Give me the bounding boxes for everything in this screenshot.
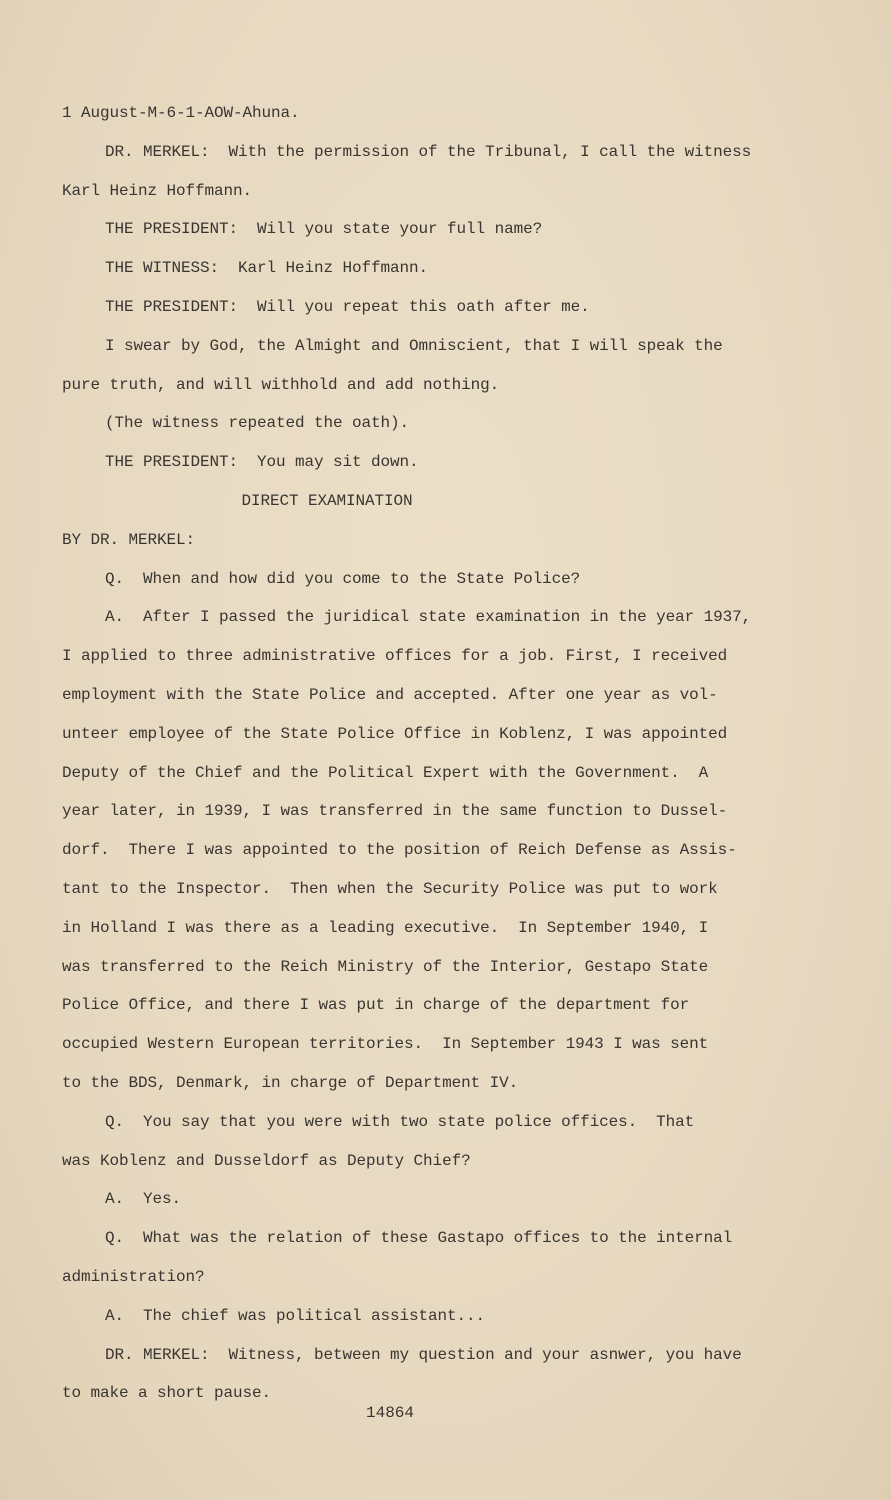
transcript-line: A. Yes. (105, 1190, 182, 1209)
transcript-line: year later, in 1939, I was transferred in the same function to Dussel- (62, 802, 728, 821)
transcript-line: DR. MERKEL: With the permission of the Tribunal, I call the witness (105, 142, 752, 161)
transcript-line: administration? (62, 1267, 205, 1286)
transcript-line: tant to the Inspector. Then when the Security Police was put to work (62, 879, 718, 898)
transcript-line: unteer employee of the State Police Office in Koblenz, I was appointed (62, 724, 728, 743)
transcript-line: I applied to three administrative offices for a job. First, I received (62, 647, 728, 666)
transcript-line: dorf. There I was appointed to the position of Reich Defense as Assis- (62, 841, 737, 860)
transcript-line: occupied Western European territories. In September 1943 I was sent (62, 1035, 709, 1054)
transcript-line: THE PRESIDENT: Will you repeat this oath after me. (105, 297, 590, 316)
transcript-line: I swear by God, the Almight and Omniscient, that I will speak the (105, 336, 723, 355)
transcript-line: in Holland I was there as a leading executive. In September 1940, I (62, 918, 709, 937)
transcript-line: employment with the State Police and accepted. After one year as vol- (62, 685, 718, 704)
transcript-line: THE PRESIDENT: You may sit down. (105, 453, 419, 472)
transcript-line: Q. You say that you were with two state police offices. That (105, 1112, 695, 1131)
page-number: 14864 (366, 1404, 415, 1422)
transcript-line: Q. What was the relation of these Gastapo offices to the internal (105, 1229, 733, 1248)
transcript-line: Police Office, and there I was put in charge of the department for (62, 996, 690, 1015)
transcript-body (62, 101, 862, 1420)
transcript-line: BY DR. MERKEL: (62, 530, 196, 549)
transcript-line: A. The chief was political assistant... (105, 1306, 486, 1325)
transcript-line: Deputy of the Chief and the Political Expert with the Government. A (62, 763, 709, 782)
transcript-line: DR. MERKEL: Witness, between my question and your asnwer, you have (105, 1345, 742, 1364)
document-header: 1 August-M-6-1-AOW-Ahuna. (62, 104, 300, 122)
transcript-line: THE PRESIDENT: Will you state your full name? (105, 220, 543, 239)
transcript-line: A. After I passed the juridical state examination in the year 1937, (105, 608, 752, 627)
transcript-line: Q. When and how did you come to the State Police? (105, 569, 581, 588)
transcript-line: was Koblenz and Dusseldorf as Deputy Chief? (62, 1151, 471, 1170)
transcript-line: THE WITNESS: Karl Heinz Hoffmann. (105, 259, 429, 278)
transcript-line: (The witness repeated the oath). (105, 414, 410, 433)
transcript-line: to make a short pause. (62, 1384, 272, 1403)
section-heading: DIRECT EXAMINATION (241, 491, 413, 510)
transcript-line: Karl Heinz Hoffmann. (62, 181, 253, 200)
transcript-line: pure truth, and will withhold and add nothing. (62, 375, 500, 394)
transcript-line: was transferred to the Reich Ministry of the Interior, Gestapo State (62, 957, 709, 976)
transcript-line: to the BDS, Denmark, in charge of Department IV. (62, 1073, 519, 1092)
